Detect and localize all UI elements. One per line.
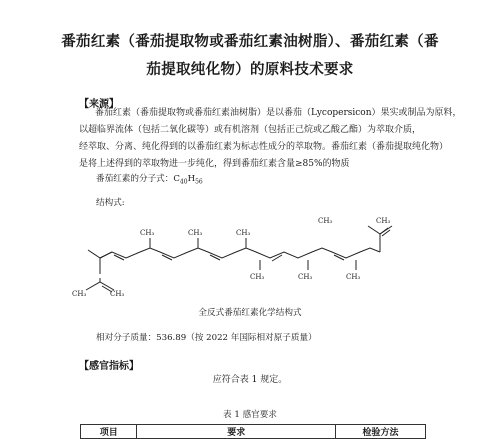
structure-label: 结构式:: [96, 198, 125, 208]
formula-label: 番茄红素的分子式：C: [96, 174, 180, 184]
doc-title-line-1: 番茄红素（番茄提取物或番茄红素油树脂）、番茄红素（番: [61, 34, 439, 50]
section-heading-source: 【来源】: [79, 99, 119, 110]
methyl-label: CH₃: [318, 217, 333, 225]
table-header-cell: 检验方法: [336, 425, 426, 439]
sensory-text: 应符合表 1 规定。: [212, 375, 288, 385]
methyl-label: CH₃: [376, 217, 391, 225]
formula-h: H: [187, 174, 196, 184]
formula-h-subscript: 56: [195, 178, 203, 186]
source-line: 经萃取、分离、纯化得到的以番茄红素为标志性成分的萃取物。番茄红素（番茄提取纯化物）: [79, 142, 449, 152]
methyl-label: CH₃: [140, 229, 155, 237]
table-header-row: [81, 425, 426, 439]
methyl-label: CH₃: [236, 229, 251, 237]
methyl-label: CH₃: [72, 290, 87, 298]
section-heading-sensory: 【感官指标】: [79, 361, 139, 372]
doc-title-line-2: 茄提取纯化物）的原料技术要求: [146, 62, 354, 78]
methyl-label: CH₃: [298, 273, 313, 281]
source-paragraph: [79, 105, 462, 173]
table-header-cell: 要求: [137, 425, 336, 439]
table-caption: 表 1 感官要求: [223, 410, 277, 420]
methyl-label: CH₃: [188, 229, 203, 237]
molecular-formula: [96, 172, 203, 186]
molecular-weight: 相对分子质量：536.89（按 2022 年国际相对原子质量）: [96, 333, 317, 343]
sensory-requirements-table: [80, 424, 426, 439]
table-header-cell: 项目: [81, 425, 137, 439]
formula-c-subscript: 40: [179, 178, 188, 186]
source-line: 是将上述得到的萃取物进一步纯化，得到番茄红素含量≥85%的物质: [79, 159, 350, 169]
source-line: 番茄红素（番茄提取物或番茄红素油树脂）是以番茄（Lycopersicon）果实或制品为原料，: [95, 108, 462, 118]
source-line: 以超临界流体（包括二氧化碳等）或有机溶剂（包括正己烷或乙酸乙酯）为萃取介质，: [79, 125, 422, 135]
methyl-label: CH₃: [110, 290, 125, 298]
structure-caption: 全反式番茄红素化学结构式: [198, 308, 302, 318]
lycopene-structure-diagram: [70, 208, 400, 310]
methyl-label: CH₃: [346, 273, 361, 281]
methyl-label: CH₃: [250, 273, 265, 281]
